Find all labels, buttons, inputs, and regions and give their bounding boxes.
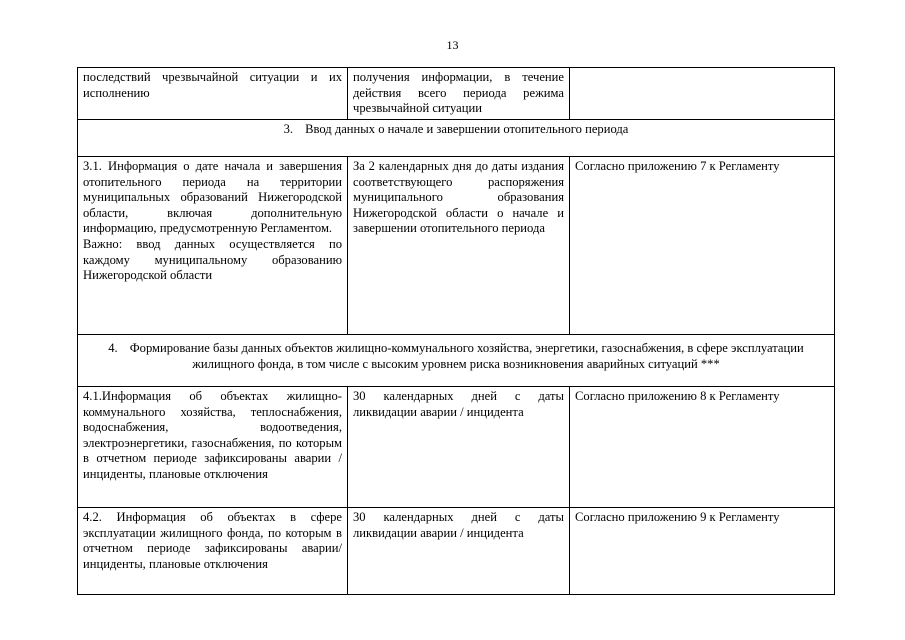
row-form-cell: Согласно приложению 9 к Регламенту [570, 508, 835, 595]
row-description-text: 3.1. Информация о дате начала и завершения отопительного периода на территории муниципальных образований Нижегородской области, включая дополнительную информацию, предусмотренную Регламентом. [83, 159, 342, 236]
section-title: Ввод данных о начале и завершении отопительного периода [305, 122, 629, 136]
row-deadline-cell: 30 календарных дней с даты ликвидации аварии / инцидента [348, 387, 570, 508]
section-4-heading [78, 335, 835, 387]
table-row [78, 68, 835, 120]
section-number: 4. [108, 341, 118, 355]
section-3-heading [78, 120, 835, 157]
row-description-cell [78, 157, 348, 335]
section-header-row [78, 335, 835, 387]
row-description-cell: 4.2. Информация об объектах в сфере эксплуатации жилищного фонда, по которым в отчетном периоде зафиксированы аварии/инциденты, плановые отключения [78, 508, 348, 595]
regulation-table [77, 67, 835, 595]
row-form-cell: Согласно приложению 8 к Регламенту [570, 387, 835, 508]
row-form-cell: Согласно приложению 7 к Регламенту [570, 157, 835, 335]
row-deadline-cell: получения информации, в течение действия всего периода режима чрезвычайной ситуации [348, 68, 570, 120]
section-title: Формирование базы данных объектов жилищно-коммунального хозяйства, энергетики, газоснабжения, в сфере эксплуатации жилищного фонда, в том числе с высоким уровнем риска возникновения аварийных ситуаций *** [129, 341, 804, 371]
row-deadline-cell: За 2 календарных дня до даты издания соответствующего распоряжения муниципального образования Нижегородской области о начале и завершении отопительного периода [348, 157, 570, 335]
row-form-cell [570, 68, 835, 120]
row-deadline-cell: 30 календарных дней с даты ликвидации аварии / инцидента [348, 508, 570, 595]
section-header-row [78, 120, 835, 157]
table-row [78, 157, 835, 335]
row-description-cell: последствий чрезвычайной ситуации и их исполнению [78, 68, 348, 120]
row-note-text: Важно: ввод данных осуществляется по каждому муниципальному образованию Нижегородской области [83, 236, 342, 283]
row-description-cell: 4.1.Информация об объектах жилищно-коммунального хозяйства, теплоснабжения, водоснабжения, водоотведения, электроэнергетики, газоснабжения, по которым в отчетном периоде зафиксированы аварии / инциденты, плановые отключения [78, 387, 348, 508]
table-row [78, 387, 835, 508]
section-number: 3. [283, 122, 294, 136]
page-number: 13 [446, 38, 459, 52]
table-row [78, 508, 835, 595]
